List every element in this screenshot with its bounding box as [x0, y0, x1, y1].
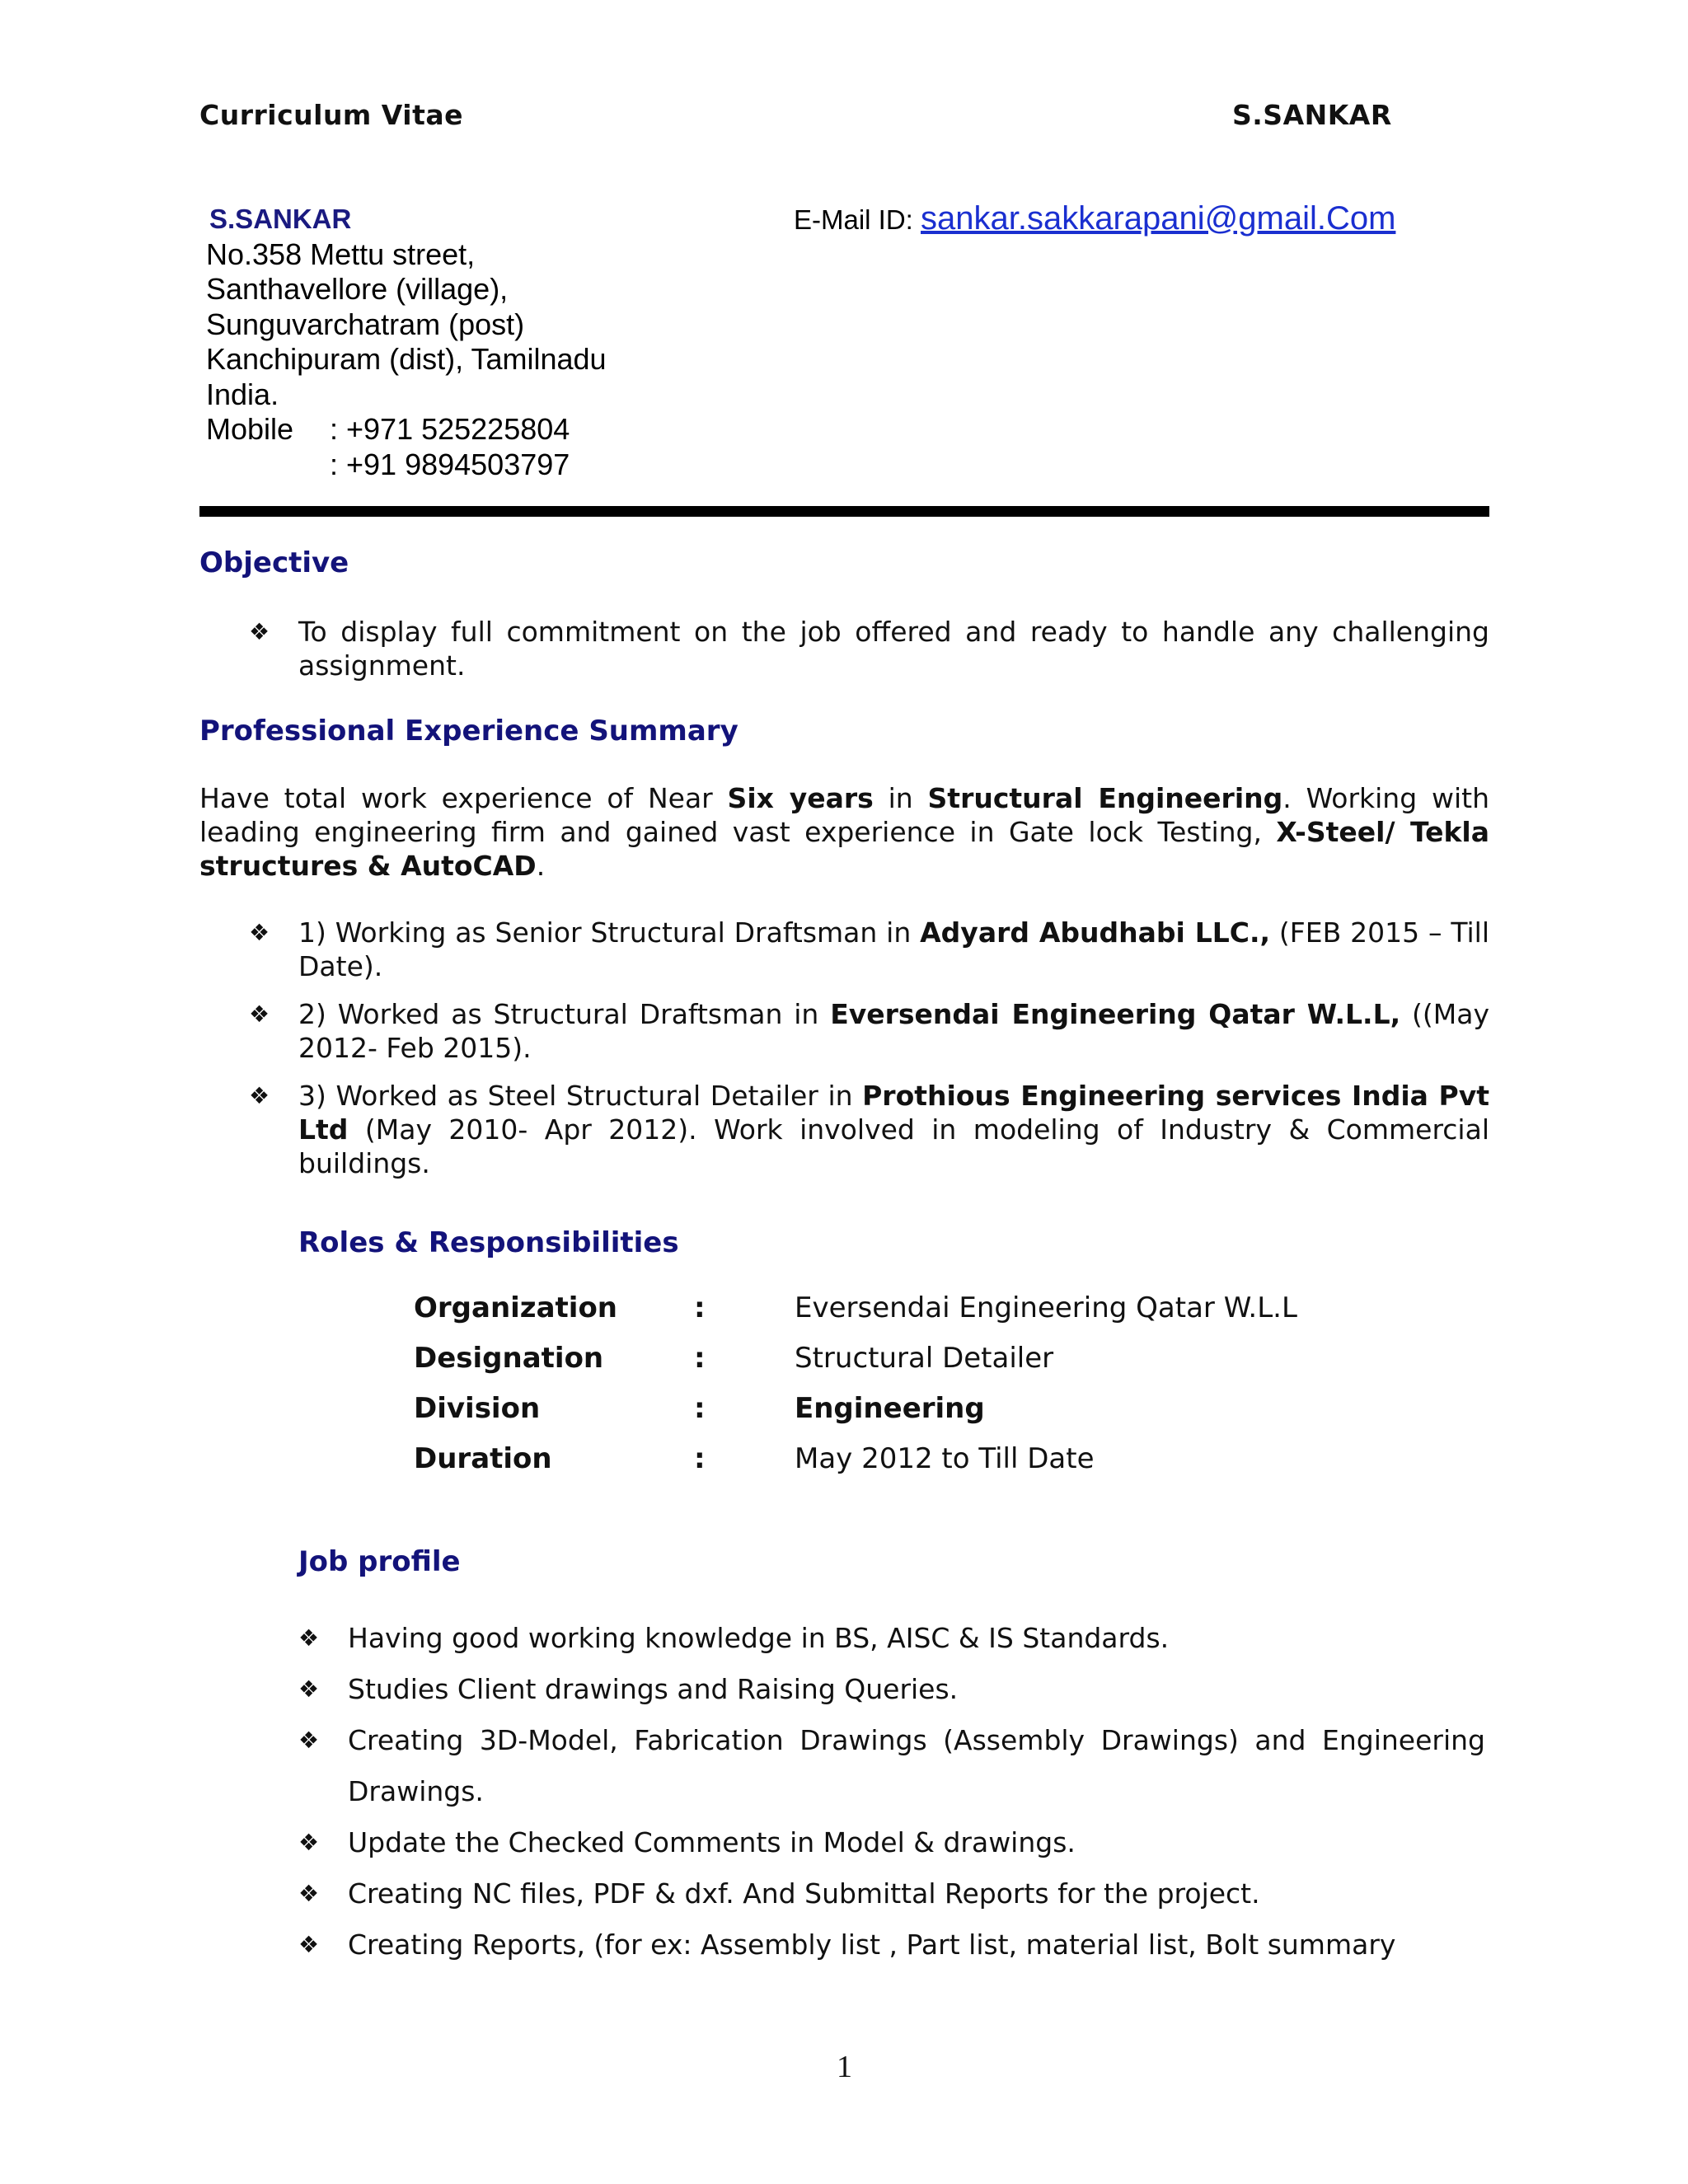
list-item: ❖ Having good working knowledge in BS, AISC & IS Standards.	[348, 1613, 1485, 1664]
row-value: Eversendai Engineering Qatar W.L.L	[795, 1291, 1297, 1324]
header-divider	[199, 506, 1489, 517]
row-key: Organization	[414, 1291, 618, 1324]
header-title: Curriculum Vitae	[199, 99, 464, 131]
row-key: Duration	[414, 1442, 552, 1475]
page-number: 1	[837, 2050, 852, 2084]
address-line: No.358 Mettu street,	[206, 237, 476, 271]
list-item: ❖ Studies Client drawings and Raising Queries.	[348, 1664, 1485, 1715]
mobile-label: Mobile	[206, 412, 294, 446]
bullet-icon: ❖	[298, 1727, 320, 1754]
experience-list	[249, 916, 1490, 1194]
row-separator: :	[694, 1442, 706, 1475]
job-profile-title: Job profile	[298, 1545, 461, 1578]
bullet-icon: ❖	[249, 1082, 270, 1109]
objective-title: Objective	[199, 546, 349, 579]
experience-summary: Have total work experience of Near Six years in Structural Engineering. Working with leading engineering firm and gained vast experience in Gate lock Testing, X-Steel/ Tekla structures & AutoCAD.	[199, 782, 1489, 882]
row-separator: :	[694, 1392, 706, 1425]
bullet-icon: ❖	[298, 1931, 320, 1958]
email-block	[794, 200, 1395, 237]
job-profile-list	[298, 1613, 1485, 1971]
address-line: Sunguvarchatram (post)	[206, 307, 525, 341]
bullet-icon: ❖	[249, 919, 270, 946]
email-label: E-Mail ID:	[794, 204, 913, 235]
mobile-number: : +91 9894503797	[330, 447, 570, 481]
list-item: ❖ Creating 3D-Model, Fabrication Drawings (Assembly Drawings) and Engineering Drawings.	[348, 1715, 1485, 1817]
address-line: Santhavellore (village),	[206, 272, 509, 306]
row-separator: :	[694, 1291, 706, 1324]
mobile-row	[206, 412, 607, 448]
row-value: Structural Detailer	[795, 1342, 1054, 1375]
list-item: ❖ To display full commitment on the job offered and ready to handle any challenging assignment.	[249, 616, 1489, 682]
list-item: ❖ Creating NC files, PDF & dxf. And Submittal Reports for the project.	[348, 1868, 1485, 1919]
row-value: May 2012 to Till Date	[795, 1442, 1095, 1475]
contact-name: S.SANKAR	[209, 204, 352, 234]
list-item: ❖ Creating Reports, (for ex: Assembly list , Part list, material list, Bolt summary	[348, 1919, 1485, 1971]
list-item: ❖ 2) Worked as Structural Draftsman in Eversendai Engineering Qatar W.L.L, ((May 2012- Feb 2015).	[249, 998, 1489, 1064]
experience-title: Professional Experience Summary	[199, 715, 738, 748]
mobile-row	[206, 448, 607, 483]
email-link[interactable]: sankar.sakkarapani@gmail.Com	[921, 200, 1396, 237]
address-line: Kanchipuram (dist), Tamilnadu	[206, 342, 607, 376]
bullet-icon: ❖	[298, 1880, 320, 1907]
objective-list	[249, 615, 1489, 682]
mobile-number: : +971 525225804	[330, 412, 570, 446]
list-item: ❖ 3) Worked as Steel Structural Detailer in Prothious Engineering services India Pvt Ltd (May 2010- Apr 2012). Work involved in modeling of Industry & Commercial buildings.	[249, 1080, 1490, 1179]
row-key: Designation	[414, 1342, 604, 1375]
list-item: ❖ Update the Checked Comments in Model & drawings.	[348, 1817, 1485, 1868]
bullet-icon: ❖	[249, 618, 270, 645]
address-line: India.	[206, 377, 279, 411]
bullet-icon: ❖	[298, 1624, 320, 1652]
row-key: Division	[414, 1392, 541, 1425]
header-name: S.SANKAR	[1232, 99, 1392, 131]
bullet-icon: ❖	[249, 1001, 270, 1028]
contact-block	[206, 202, 607, 482]
roles-title: Roles & Responsibilities	[298, 1226, 679, 1259]
bullet-icon: ❖	[298, 1675, 320, 1703]
bullet-icon: ❖	[298, 1829, 320, 1856]
row-separator: :	[694, 1342, 706, 1375]
list-item: ❖ 1) Working as Senior Structural Draftsman in Adyard Abudhabi LLC., (FEB 2015 – Till Date).	[249, 916, 1490, 982]
row-value: Engineering	[795, 1392, 985, 1425]
